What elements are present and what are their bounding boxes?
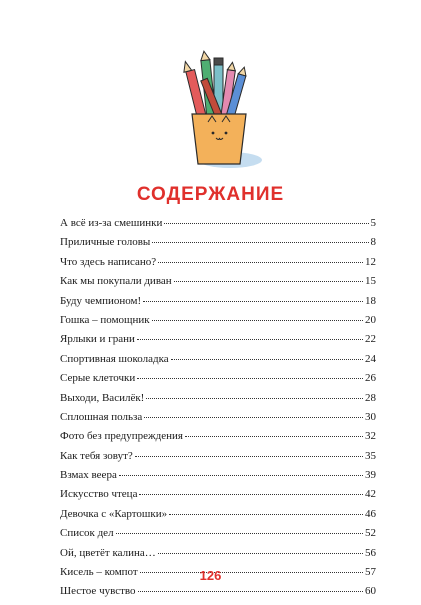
- toc-leader-dots: [152, 320, 363, 321]
- toc-entry-page: 57: [365, 566, 376, 579]
- toc-leader-dots: [158, 553, 363, 554]
- toc-entry-title: Список дел: [60, 527, 114, 540]
- page-number: 126: [199, 568, 222, 583]
- toc-entry-page: 32: [365, 430, 376, 443]
- toc-entry-page: 18: [365, 294, 376, 307]
- toc-leader-dots: [137, 378, 363, 379]
- toc-entry-title: Спортивная шоколадка: [60, 352, 169, 365]
- toc-entry[interactable]: [60, 450, 376, 469]
- toc-entry-title: Выходи, Василёк!: [60, 391, 145, 404]
- toc-entry-page: 12: [365, 255, 376, 268]
- toc-leader-dots: [135, 456, 363, 457]
- toc-entry-page: 35: [365, 449, 376, 462]
- toc-leader-dots: [146, 398, 363, 399]
- toc-entry-title: Приличные головы: [60, 236, 151, 249]
- toc-entry-page: 24: [365, 352, 376, 365]
- toc-entry-page: 60: [365, 585, 376, 598]
- pencil-cup-illustration: [168, 48, 268, 178]
- toc-entry[interactable]: [60, 547, 376, 566]
- toc-entry[interactable]: [60, 469, 376, 488]
- toc-entry-title: Серые клеточки: [60, 372, 136, 385]
- toc-leader-dots: [143, 301, 363, 302]
- toc-entry[interactable]: [60, 392, 376, 411]
- toc-entry-title: Как мы покупали диван: [60, 275, 172, 288]
- toc-entry-title: Как тебя зовут?: [60, 449, 133, 462]
- toc-entry-page: 8: [370, 236, 376, 249]
- toc-entry[interactable]: [60, 236, 376, 255]
- toc-leader-dots: [174, 281, 363, 282]
- toc-entry-page: 28: [365, 391, 376, 404]
- table-of-contents-list: [60, 217, 376, 605]
- toc-entry-title: Шестое чувство: [60, 585, 136, 598]
- toc-entry-page: 52: [365, 527, 376, 540]
- toc-leader-dots: [152, 242, 368, 243]
- toc-entry-title: Гошка – помощник: [60, 313, 150, 326]
- toc-leader-dots: [164, 223, 368, 224]
- toc-leader-dots: [138, 591, 363, 592]
- toc-entry[interactable]: [60, 488, 376, 507]
- toc-leader-dots: [185, 436, 363, 437]
- toc-entry-title: Ой, цветёт калина…: [60, 546, 156, 559]
- toc-entry[interactable]: [60, 295, 376, 314]
- toc-leader-dots: [158, 262, 363, 263]
- toc-entry[interactable]: [60, 217, 376, 236]
- toc-leader-dots: [119, 475, 363, 476]
- toc-entry-title: Фото без предупреждения: [60, 430, 183, 443]
- toc-entry-page: 15: [365, 275, 376, 288]
- toc-entry-page: 56: [365, 546, 376, 559]
- toc-entry-page: 46: [365, 507, 376, 520]
- pencil-cup-icon: [168, 48, 268, 178]
- toc-entry[interactable]: [60, 275, 376, 294]
- toc-entry-title: Буду чемпионом!: [60, 294, 142, 307]
- toc-entry-title: А всё из-за смешинки: [60, 217, 163, 229]
- toc-leader-dots: [137, 339, 363, 340]
- toc-entry-page: 5: [370, 217, 376, 229]
- toc-leader-dots: [116, 533, 363, 534]
- toc-entry[interactable]: [60, 333, 376, 352]
- toc-entry-page: 39: [365, 469, 376, 482]
- toc-entry[interactable]: [60, 372, 376, 391]
- toc-entry[interactable]: [60, 314, 376, 333]
- toc-entry-title: Что здесь написано?: [60, 255, 157, 268]
- toc-leader-dots: [144, 417, 363, 418]
- toc-entry-title: Кисель – компот: [60, 566, 138, 579]
- toc-entry[interactable]: [60, 585, 376, 604]
- toc-entry[interactable]: [60, 411, 376, 430]
- toc-entry[interactable]: [60, 527, 376, 546]
- toc-leader-dots: [169, 514, 363, 515]
- toc-entry-title: Взмах веера: [60, 469, 117, 482]
- toc-entry-page: 20: [365, 313, 376, 326]
- toc-entry-title: Ярлыки и грани: [60, 333, 135, 346]
- toc-leader-dots: [139, 494, 363, 495]
- toc-entry[interactable]: [60, 508, 376, 527]
- table-of-contents-heading: СОДЕРЖАНИЕ: [136, 184, 285, 205]
- toc-entry-page: 22: [365, 333, 376, 346]
- toc-leader-dots: [171, 359, 363, 360]
- toc-entry[interactable]: [60, 430, 376, 449]
- toc-entry[interactable]: [60, 353, 376, 372]
- toc-entry-title: Девочка с «Картошки»: [60, 507, 168, 520]
- toc-entry-title: Искусство чтеца: [60, 488, 138, 501]
- toc-entry-title: Сплошная польза: [60, 410, 143, 423]
- toc-entry-page: 30: [365, 410, 376, 423]
- toc-entry-page: 42: [365, 488, 376, 501]
- toc-entry[interactable]: [60, 256, 376, 275]
- toc-entry-page: 26: [365, 372, 376, 385]
